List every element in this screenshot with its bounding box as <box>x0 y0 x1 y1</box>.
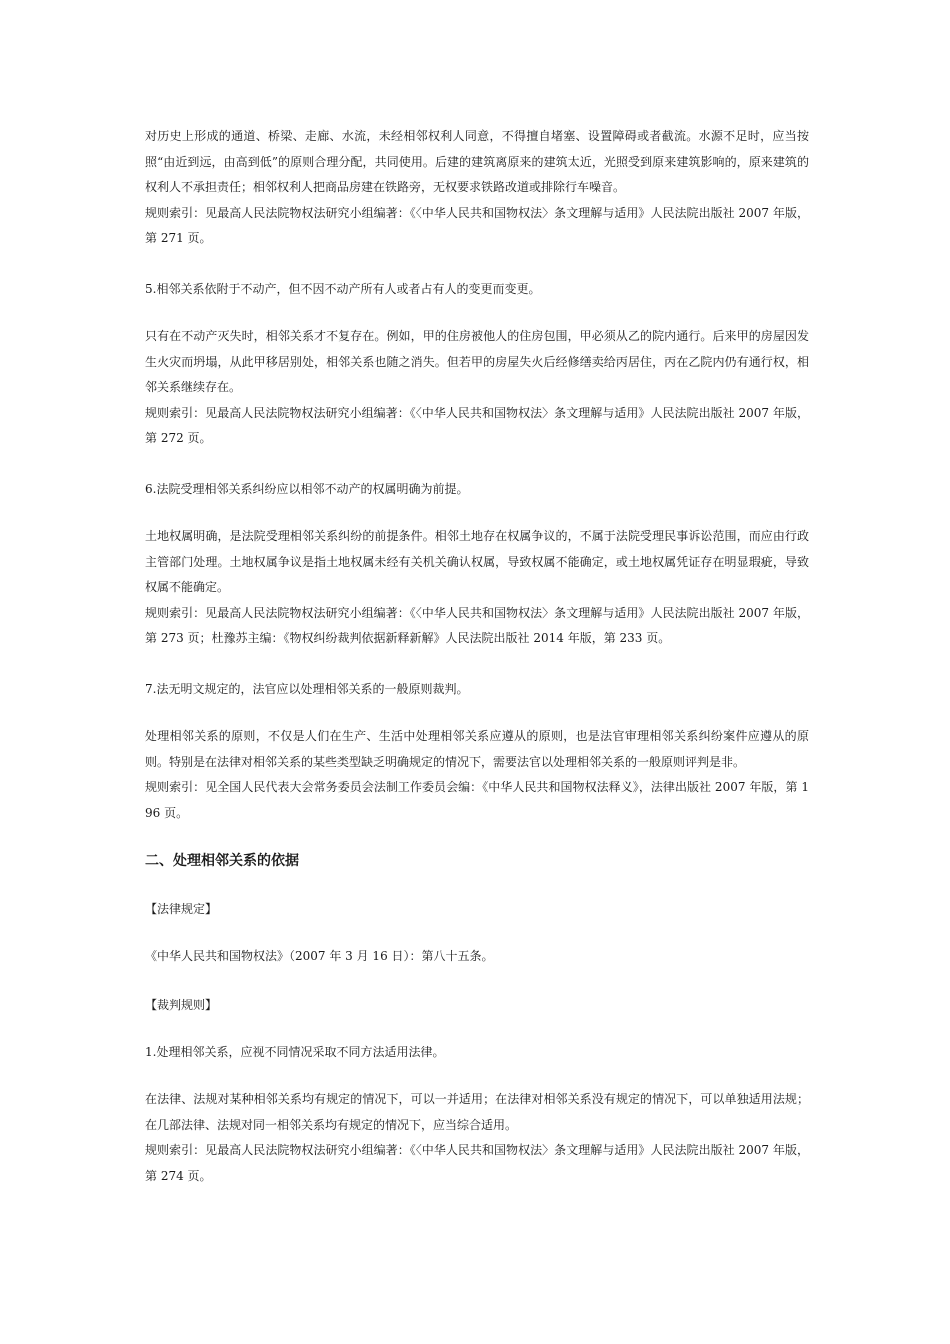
paragraph-passage-rights: 对历史上形成的通道、桥梁、走廊、水流，未经相邻权利人同意，不得擅自堵塞、设置障碍或者截流。水源不足时，应当按照“由近到远，由高到低”的原则合理分配，共同使用。后建的建筑离原来的建筑太近，光照受到原来建筑影响的，原来建筑的权利人不承担责任；相邻权利人把商品房建在铁路旁，无权要求铁路改道或排除行车噪音。 <box>145 129 809 194</box>
rule-5-heading: 5.相邻关系依附于不动产，但不因不动产所有人或者占有人的变更而变更。 <box>145 281 541 296</box>
document-page <box>145 124 809 1189</box>
paragraph-rule-1: 在法律、法规对某种相邻关系均有规定的情况下，可以一并适用；在法律对相邻关系没有规定的情况下，可以单独适用法规；在几部法律、法规对同一相邻关系均有规定的情况下，应当综合适用。 <box>145 1092 809 1132</box>
judgment-rules-heading: 【裁判规则】 <box>145 997 218 1012</box>
law-provisions-heading: 【法律规定】 <box>145 902 218 916</box>
paragraph-rule-5: 只有在不动产灭失时，相邻关系才不复存在。例如，甲的住房被他人的住房包围，甲必须从乙的院内通行。后来甲的房屋因发生火灾而坍塌，从此甲移居别处，相邻关系也随之消失。但若甲的房屋失火后经修缮卖给丙居住，丙在乙院内仍有通行权，相邻关系继续存在。 <box>145 329 809 394</box>
rule-1-heading: 1.处理相邻关系，应视不同情况采取不同方法适用法律。 <box>145 1044 445 1059</box>
rule-7-heading: 7.法无明文规定的，法官应以处理相邻关系的一般原则裁判。 <box>145 681 469 696</box>
law-citation: 《中华人民共和国物权法》（2007 年 3 月 16 日）：第八十五条。 <box>145 949 494 963</box>
paragraph-rule-7: 处理相邻关系的原则，不仅是人们在生产、生活中处理相邻关系应遵从的原则，也是法官审理相邻关系纠纷案件应遵从的原则。特别是在法律对相邻关系的某些类型缺乏明确规定的情况下，需要法官以处理相邻关系的一般原则评判是非。 <box>145 729 809 769</box>
rule-index-196: 规则索引：见全国人民代表大会常务委员会法制工作委员会编：《中华人民共和国物权法释义》，法律出版社 2007 年版，第 196 页。 <box>145 780 809 820</box>
rule-index-271: 规则索引：见最高人民法院物权法研究小组编著：《〈中华人民共和国物权法〉条文理解与适用》人民法院出版社 2007 年版，第 271 页。 <box>145 205 809 245</box>
paragraph-rule-6: 土地权属明确，是法院受理相邻关系纠纷的前提条件。相邻土地存在权属争议的，不属于法院受理民事诉讼范围，而应由行政主管部门处理。土地权属争议是指土地权属未经有关机关确认权属，导致权属不能确定，或土地权属凭证存在明显瑕疵，导致权属不能确定。 <box>145 529 809 594</box>
rule-index-272: 规则索引：见最高人民法院物权法研究小组编著：《〈中华人民共和国物权法〉条文理解与适用》人民法院出版社 2007 年版，第 272 页。 <box>145 405 809 445</box>
rule-index-274: 规则索引：见最高人民法院物权法研究小组编著：《〈中华人民共和国物权法〉条文理解与适用》人民法院出版社 2007 年版，第 274 页。 <box>145 1143 809 1183</box>
rule-index-273: 规则索引：见最高人民法院物权法研究小组编著：《〈中华人民共和国物权法〉条文理解与适用》人民法院出版社 2007 年版，第 273 页；杜豫苏主编：《物权纠纷裁判依据新释新解》人民法院出版社 2014 年版，第 233 页。 <box>145 605 809 645</box>
section-heading-basis: 二、处理相邻关系的依据 <box>145 853 299 869</box>
rule-6-heading: 6.法院受理相邻关系纠纷应以相邻不动产的权属明确为前提。 <box>145 481 469 496</box>
